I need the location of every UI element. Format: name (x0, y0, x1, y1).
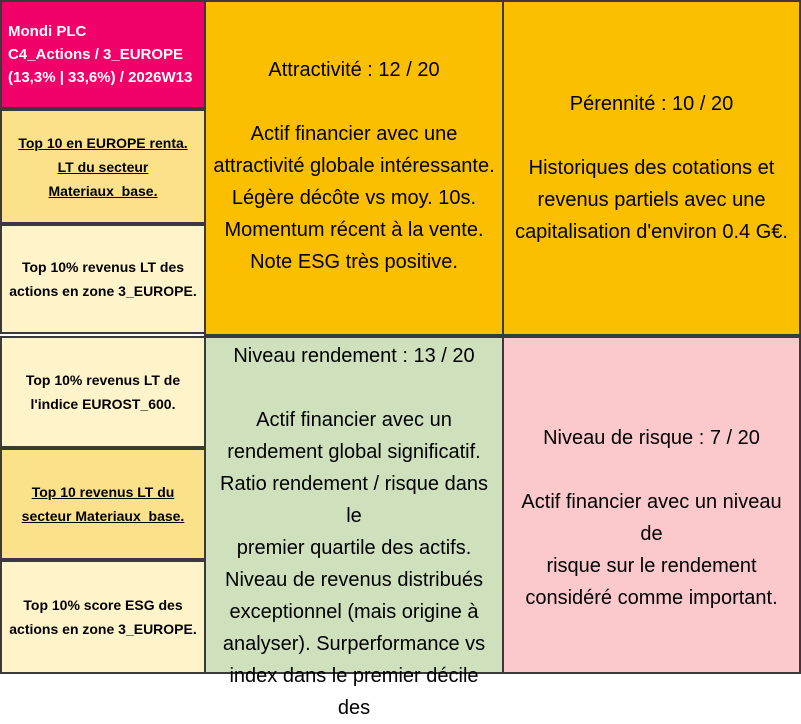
panel-line: Materiaux_base. (48, 182, 158, 199)
panel-line: secteur Materiaux_base. (21, 508, 185, 524)
top10pct-score-esg-panel (0, 560, 206, 674)
rendement-panel (204, 336, 504, 719)
rendement-title: Niveau rendement : 13 / 20 (233, 345, 475, 367)
perennite-line: revenus partiels avec une (537, 189, 766, 211)
attractivite-line: Note ESG très positive. (250, 251, 458, 273)
risque-line: risque sur le rendement (546, 555, 757, 577)
rendement-line: exceptionnel (mais origine à (229, 601, 479, 623)
panel-line: actions en zone 3_EUROPE. (9, 621, 197, 637)
perennite-line: Historiques des cotations et (528, 157, 775, 179)
attractivite-line: Momentum récent à la vente. (224, 219, 484, 241)
rendement-line: index dans le premier décile des (229, 665, 479, 719)
top10pct-revenus-indice-panel (0, 336, 206, 448)
panel-line: l'indice EUROST_600. (30, 396, 176, 412)
risque-line: considéré comme important. (525, 587, 778, 609)
panel-line: Top 10 revenus LT du (31, 484, 175, 500)
asset-category: C4_Actions / 3_EUROPE (8, 46, 184, 63)
attractivite-title: Attractivité : 12 / 20 (268, 59, 440, 81)
panel-line: Top 10 en EUROPE renta. (18, 134, 188, 151)
panel-line: actions en zone 3_EUROPE. (9, 283, 197, 299)
attractivite-panel (204, 0, 504, 336)
attractivite-line: Actif financier avec une (250, 123, 458, 145)
risque-title: Niveau de risque : 7 / 20 (543, 427, 760, 449)
top10-europe-renta-panel (0, 109, 206, 224)
top10pct-revenus-zone-panel (0, 224, 206, 334)
rendement-line: rendement global significatif. (227, 441, 481, 463)
rendement-line: premier quartile des actifs. (236, 537, 472, 559)
panel-line: Top 10% revenus LT des (21, 259, 185, 275)
asset-stats: (13,3% | 33,6%) / 2026W13 (8, 69, 193, 86)
panel-line: Top 10% score ESG des (23, 597, 183, 613)
rendement-line: analyser). Surperformance vs (222, 633, 486, 655)
rendement-line: Niveau de revenus distribués (225, 569, 483, 591)
rendement-line: Actif financier avec un (256, 409, 452, 431)
panel-line: Top 10% revenus LT de (25, 372, 181, 388)
attractivite-line: Légère décôte vs moy. 10s. (231, 187, 477, 209)
panel-line: LT du secteur (57, 158, 149, 175)
perennite-panel (502, 0, 801, 336)
attractivite-line: attractivité globale intéressante. (213, 155, 495, 177)
perennite-line: capitalisation d'environ 0.4 G€. (515, 221, 788, 243)
company-name: Mondi PLC (8, 23, 87, 40)
risque-panel (502, 336, 801, 674)
risque-line: Actif financier avec un niveau de (521, 491, 782, 545)
top10-revenus-secteur-panel (0, 448, 206, 560)
asset-header (0, 0, 206, 109)
perennite-title: Pérennité : 10 / 20 (569, 93, 734, 115)
rendement-line: Ratio rendement / risque dans le (220, 473, 488, 527)
